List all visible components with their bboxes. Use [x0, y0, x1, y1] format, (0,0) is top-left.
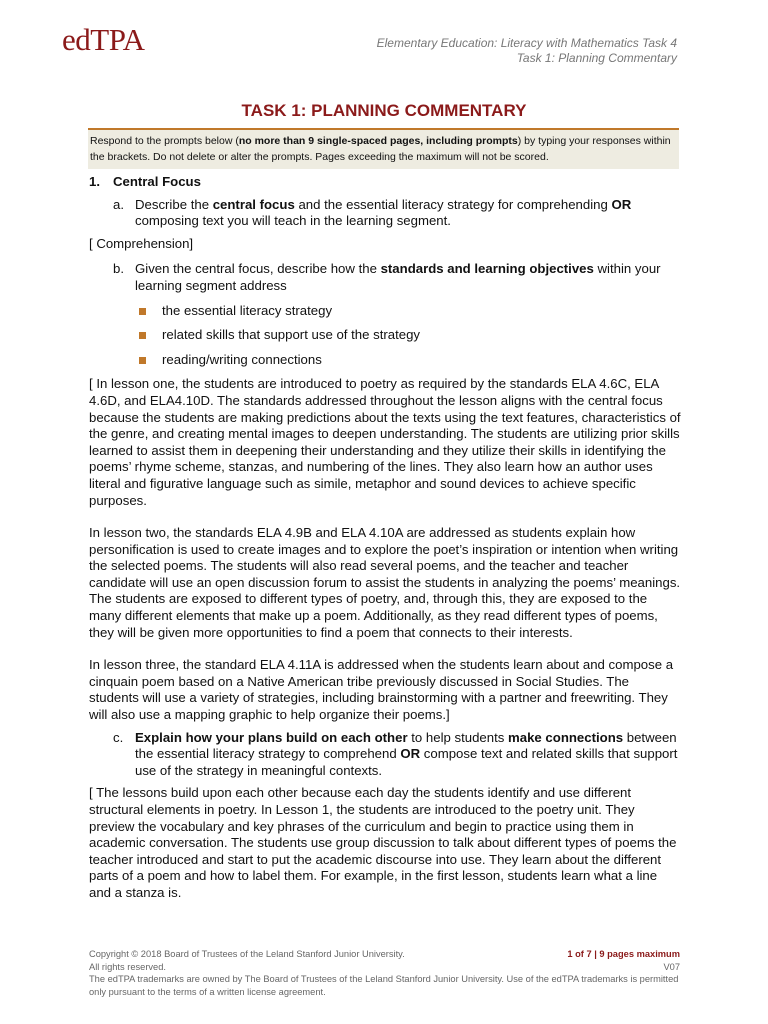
section-heading [89, 174, 681, 191]
prompt-b [89, 261, 681, 294]
response-b-paragraph[interactable]: [ In lesson one, the students are introduced to poetry as required by the standards ELA 4.6C, ELA 4.6D, and ELA4.10D. The standards addressed throughout the lesson aligns with the central focus because the students are making predictions about the texts using the text features, characteristics of the genre, and creating mental images to deepen understanding. The students are utilizing prior skills learned to assist them in deepening their understanding and they utilize their skills in identifying the poems’ rhyme scheme, stanzas, and numbering of the lines. They also learn how an author uses literal and figurative language such as simile, metaphor and sound devices to achieve specific purposes. [89, 376, 681, 508]
bullet-item: reading/writing connections [89, 352, 681, 369]
prompt-text: within your learning segment address [135, 261, 661, 293]
prompt-bold: make connections [508, 729, 624, 745]
page-info [567, 948, 680, 973]
bullet-item: the essential literacy strategy [89, 303, 681, 320]
prompt-text: to help students [407, 729, 509, 745]
footer-rights: All rights reserved. [89, 961, 166, 972]
response-a[interactable]: [ Comprehension] [89, 235, 194, 251]
instructions-box [88, 128, 679, 169]
section-title: Central Focus [113, 174, 201, 189]
response-b-paragraph[interactable]: In lesson two, the standards ELA 4.9B and ELA 4.10A are addressed as students explain how personification is used to create images and to explore the poet’s inspiration or intention when writing the selected poems. The students will also read several poems, and the teacher and teacher candidate will use an open discussion forum to assist the students in analyzing the poems’ meanings. The students are exposed to different types of poetry, and, through this, they are exposed to the many different elements that make up a poem. Additionally, as they read different types of poems, they will be given more opportunities to find a poem that connects to their interests. [89, 525, 681, 640]
prompt-letter: a. [113, 196, 124, 212]
prompt-text: compose text and related skills that support use of the strategy in meaningful contexts. [135, 746, 678, 778]
footer-trademark: The edTPA trademarks are owned by The Board of Trustees of the Leland Stanford Junior University. Use of the edTPA trademarks is permitted only pursuant to the terms of a written license agreement. [89, 974, 679, 997]
prompt-letter: b. [113, 261, 124, 277]
version: V07 [663, 961, 680, 972]
prompt-bold: OR [611, 196, 632, 212]
edtpa-logo: edTPA [62, 22, 145, 57]
header-course: Elementary Education: Literacy with Mathematics Task 4 [376, 36, 677, 50]
bullet-item: related skills that support use of the strategy [89, 327, 681, 344]
response-b-paragraph[interactable]: In lesson three, the standard ELA 4.11A is addressed when the students learn about and compose a cinquain poem based on a Native American tribe previously discussed in Social Studies. The students will use a variety of strategies, including brainstorming with a partner and freewriting. They will also use a mapping graphic to help organize their poems.] [89, 657, 674, 723]
prompt-text: between the essential literacy strategy to comprehend [135, 729, 677, 762]
prompt-text: composing text you will teach in the learning segment. [135, 213, 451, 229]
prompt-bold: central focus [212, 196, 295, 212]
page-number: 1 of 7 | 9 pages maximum [567, 949, 680, 959]
page-footer [89, 948, 680, 998]
prompt-letter: c. [113, 729, 124, 745]
prompt-text: Given the central focus, describe how the [135, 261, 381, 277]
page-title: TASK 1: PLANNING COMMENTARY [241, 101, 527, 120]
prompt-bold: Explain how your plans build on each other [135, 729, 408, 745]
prompt-text: and the essential literacy strategy for comprehending [294, 196, 612, 212]
header-task: Task 1: Planning Commentary [516, 51, 677, 65]
instr-text: ) by typing your responses within the brackets. Do not delete or alter the prompts. Pages exceeding the maximum will not be scored. [90, 135, 671, 163]
section-number: 1. [89, 174, 100, 189]
prompt-bold: OR [400, 746, 421, 762]
response-c[interactable]: [ The lessons build upon each other because each day the students identify and use different structural elements in poetry. In Lesson 1, the students are introduced to the poetry unit. They preview the vocabulary and key phrases of the curriculum and begin to practice using them in academic conversation. The students use group discussion to talk about different types of poems the teacher introduced and start to put the academic discourse into use. They learn about the different parts of a poem and how to label them. For example, in the first lesson, students learn what a line and a stanza is. [89, 785, 677, 900]
prompt-c [89, 730, 681, 780]
footer-copyright: Copyright © 2018 Board of Trustees of the Leland Stanford Junior University. [89, 949, 405, 959]
prompt-bold: standards and learning objectives [380, 261, 594, 277]
prompt-text: Describe the [135, 196, 213, 212]
commentary-body [89, 174, 681, 918]
instr-text: Respond to the prompts below ( [90, 135, 239, 147]
instr-bold: no more than 9 single-spaced pages, including prompts [238, 135, 518, 147]
prompt-a [89, 197, 681, 230]
document-header [377, 36, 677, 66]
